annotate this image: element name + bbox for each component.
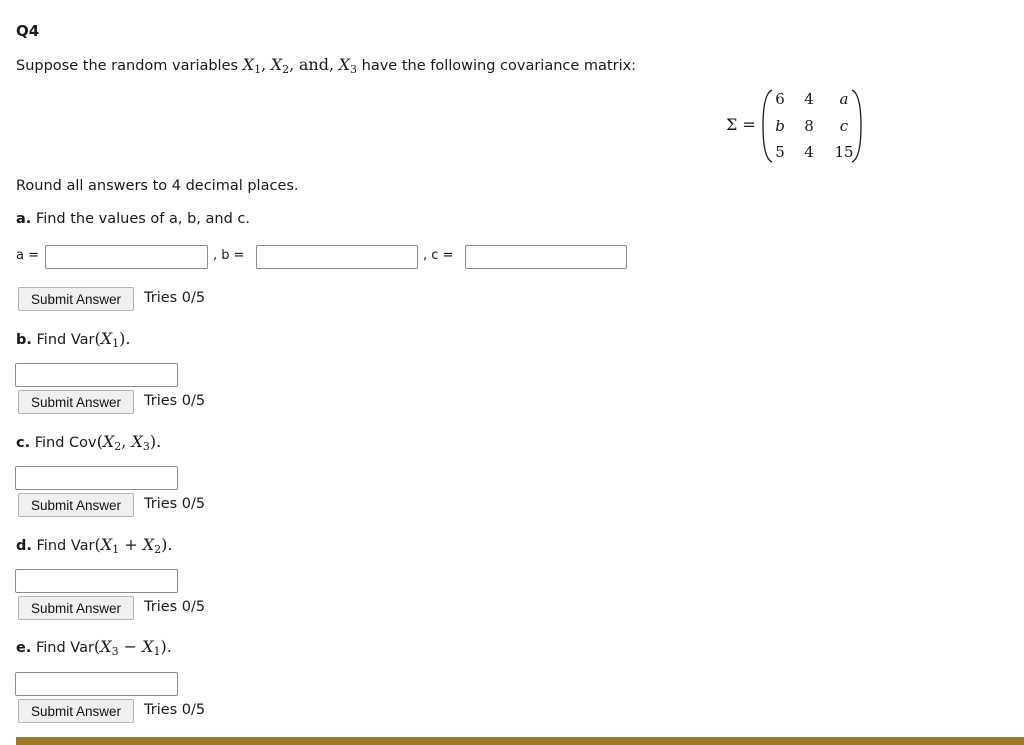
part-c-label: c.: [16, 435, 31, 451]
part-e-answer-input[interactable]: [15, 672, 178, 696]
matrix-cell-r3c3: 15: [834, 143, 854, 161]
part-b-label: b.: [16, 332, 32, 348]
part-e-text: Find Var: [35, 640, 94, 656]
part-b-submit-button[interactable]: Submit Answer: [18, 390, 134, 414]
part-d-answer-field[interactable]: [16, 570, 177, 592]
part-d-submit-button[interactable]: Submit Answer: [18, 596, 134, 620]
input-c-label: , c =: [423, 248, 454, 263]
intro-tail: have the following covariance matrix:: [361, 58, 637, 74]
part-b-tries: Tries 0/5: [144, 393, 206, 409]
part-c-answer-input[interactable]: [15, 466, 178, 490]
part-c-prompt: c. Find $Cov(X_2$, $X_3$).: [16, 432, 162, 453]
answer-a-field[interactable]: [46, 246, 207, 268]
answer-a-input[interactable]: [45, 245, 208, 269]
matrix-cell-r1c2: 4: [804, 90, 814, 108]
footer-bar: [16, 737, 1024, 745]
part-e-submit-button[interactable]: Submit Answer: [18, 699, 134, 723]
matrix-cell-r3c2: 4: [804, 143, 814, 161]
part-c-tries: Tries 0/5: [144, 496, 206, 512]
var-x1: $X_1$: [242, 55, 262, 76]
part-d-prompt: d. Find $Var(X_1 + X_2)$.: [16, 535, 173, 556]
part-a-tries: Tries 0/5: [144, 290, 206, 306]
part-b-text: Find Var: [36, 332, 95, 348]
part-b-answer-input[interactable]: [15, 363, 178, 387]
part-e-label: e.: [16, 640, 32, 656]
answer-c-field[interactable]: [466, 246, 626, 268]
question-title: Q4: [16, 22, 40, 40]
answer-b-input[interactable]: [256, 245, 418, 269]
part-a-submit-button[interactable]: Submit Answer: [18, 287, 134, 311]
part-e-answer-field[interactable]: [16, 673, 177, 695]
matrix-cell-r2c2: 8: [804, 117, 814, 135]
part-a-text: Find the values of a, b, and c.: [35, 211, 250, 227]
matrix-cell-r3c1: 5: [775, 143, 785, 161]
input-a-label: a =: [16, 248, 39, 263]
answer-c-input[interactable]: [465, 245, 627, 269]
sigma-symbol: Σ =: [726, 115, 756, 134]
part-a-label: a.: [16, 211, 32, 227]
part-c-text: Find Cov: [34, 435, 97, 451]
part-d-tries: Tries 0/5: [144, 599, 206, 615]
matrix-cell-r1c1: 6: [775, 90, 785, 108]
part-b-prompt: b. Find $Var(X_1)$.: [16, 329, 131, 350]
intro-and: and,: [298, 55, 335, 74]
part-d-text: Find Var: [36, 538, 95, 554]
matrix-cell-r1c3: a: [839, 90, 849, 108]
matrix-cell-r2c1: b: [775, 117, 785, 135]
question-intro: Suppose the random variables $X_1$, $X_2$, and, $X_3$ have the following covariance matrix:: [16, 55, 637, 76]
part-c-submit-button[interactable]: Submit Answer: [18, 493, 134, 517]
part-e-prompt: e. Find $Var(X_3 - X_1)$.: [16, 637, 172, 658]
answer-b-field[interactable]: [257, 246, 417, 268]
covariance-matrix: [726, 88, 866, 166]
var-x2: $X_2$: [270, 55, 290, 76]
part-b-answer-field[interactable]: [16, 364, 177, 386]
intro-text: Suppose the random variables: [16, 58, 239, 74]
part-a-prompt: [16, 211, 250, 227]
matrix-cell-r2c3: c: [839, 117, 849, 135]
part-c-answer-field[interactable]: [16, 467, 177, 489]
rounding-note: Round all answers to 4 decimal places.: [16, 178, 299, 194]
part-d-label: d.: [16, 538, 32, 554]
input-b-label: , b =: [213, 248, 245, 263]
var-x3: $X_3$: [338, 55, 358, 76]
part-e-tries: Tries 0/5: [144, 702, 206, 718]
part-d-answer-input[interactable]: [15, 569, 178, 593]
